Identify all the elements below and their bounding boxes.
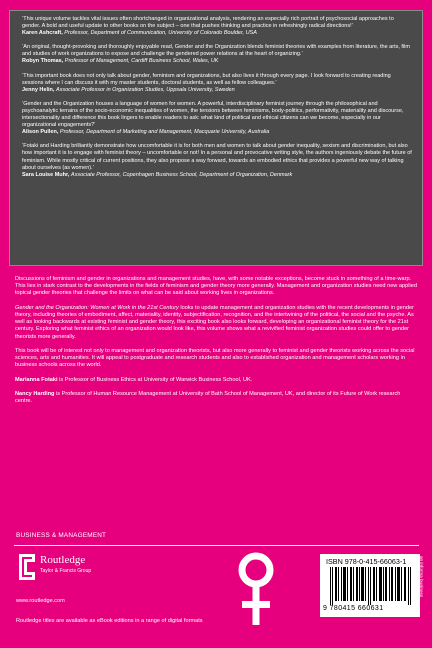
description-paragraph: This book will be of interest not only to management and organization theorists, but also more generally to feminist and gender theorists working across the social sciences, arts and humanities. It will appeal to postgraduate and research students and also to established organization and management scholars working in business schools across the world. (15, 348, 415, 369)
author-bio (15, 391, 417, 405)
barcode (320, 554, 420, 617)
subject-category: BUSINESS & MANAGEMENT (16, 532, 107, 539)
isbn-label: ISBN 978-0-415-66063-1 (326, 557, 407, 566)
book-title-italic: Gender and the Organization: Women at Work in the 21st Century (15, 304, 179, 311)
author-bio-text: is Professor of Business Ethics at University of Warwick Business School, UK. (57, 376, 253, 383)
endorsement-text: ‘This important book does not only talk about gender, feminism and organizations, but also lives it through every page. I look forward to creating reading sessions where I can discuss it with my master students, doctoral students, as well as fellow colleagues.’ (22, 72, 391, 86)
author-bio-text: is Professor of Human Resource Management at University of Bath School of Management, UK, and director of its Future of Work research centre. (15, 391, 401, 405)
author-name: Marianna Fotaki (15, 376, 58, 383)
endorser-affiliation: Professor of Management, Cardiff Business School, Wales, UK (64, 58, 219, 65)
endorsement-text: ‘An original, thought-provoking and thoroughly enjoyable read, Gender and the Organization blends feminist theories with examples from literature, the arts, film and studies of work organizations to expose and challenge the gendered power relations at the heart of organizing.’ (22, 44, 410, 58)
publisher-group: Taylor & Francis Group (40, 568, 92, 574)
endorser-name: Sara Louise Muhr, (22, 171, 70, 178)
endorsement-attribution (22, 58, 412, 65)
endorsement-attribution (22, 172, 412, 179)
endorser-affiliation: Associate Professor in Organization Studies, Uppsala University, Sweden (55, 86, 235, 93)
endorser-affiliation: Associate Professor, Copenhagen Business School, Department of Organization, Denmark (70, 171, 293, 178)
endorsement-attribution (22, 129, 412, 136)
endorsement-attribution (22, 30, 412, 37)
endorsement-text: ‘Fotaki and Harding brilliantly demonstrate how uncomfortable it is for both men and women to talk about gender inequality, sexism and discrimination, but also how important it is to engage with feminist theory – uncomfortable or not! In a personal and provocative writing style, the authors ingeniously debate the future of feminism. While mostly critical of current positions, they also propose a way forward, towards an embodied ethics that provides a powerful new way of talking about ourselves (as women).’ (22, 143, 412, 171)
endorsement (22, 16, 412, 37)
barcode-digits: 9 780415 660631 (323, 605, 384, 612)
endorsement (22, 73, 412, 94)
divider (14, 545, 419, 546)
endorsement (22, 143, 412, 178)
publisher-website: www.routledge.com (16, 598, 65, 604)
endorsement (22, 101, 412, 136)
endorsement-attribution (22, 87, 412, 94)
endorsement-text: ‘Gender and the Organization houses a language of women for women. A powerful, interdisciplinary feminist journey through the philosophical and psychoanalytic terrains of the socio-economic inequalities of women, the tensions between feminisms, body-politics, performativity, materiality and discourse, intersectionality and difference this book lingers to enable readers to ask: what kind of political and ethical citizens can we become, especially in our organizational engagements?’ (22, 100, 404, 129)
description-text: looks to update management and organization studies with the recent developments in gender theory, including theories of embodiment, affect, materiality, identity, subjectification, recognition, and the intertwining of the political, the social and the psyche. As well as looking backwards at existing feminist and gender theory, this exciting book also looks forward, developing an organizational feminist theory for the 21st century. Exploring what feminist ethics of an organization would look like, this volume shows what a revivified feminist organization studies could offer to gender theorists more generally. (15, 304, 414, 340)
endorser-affiliation: Professor, Department of Marketing and Management, Macquarie University, Australia (59, 129, 270, 136)
endorser-name: Alison Pullen, (22, 129, 59, 136)
author-bio (15, 377, 417, 384)
endorser-name: Robyn Thomas, (22, 58, 64, 65)
publisher-logo (16, 553, 136, 593)
endorser-affiliation: Professor, Department of Communication, University of Colorado Boulder, USA (64, 30, 257, 37)
routledge-logo-icon (16, 553, 38, 581)
ebook-note: Routledge titles are available as eBook editions in a range of digital formats (16, 618, 203, 624)
endorsement-text: ‘This unique volume tackles vital issues often shortchanged in organizational analysis, rendering an especially rich portrait of psychosocial approaches to gender. A bold and useful update to other books on the subject – one that pushes thinking and practice in refreshingly radical directions!’ (22, 16, 394, 30)
book-description (15, 276, 417, 413)
endorser-name: Karen Ashcraft, (22, 30, 63, 37)
endorsement (22, 44, 412, 65)
author-name: Nancy Harding (15, 391, 55, 398)
barcode-icon (330, 567, 412, 605)
female-symbol-icon (236, 551, 276, 627)
endorsements-panel (9, 10, 423, 266)
informa-tagline: an informa business (419, 556, 424, 598)
endorser-name: Jenny Helin, (22, 86, 55, 93)
description-paragraph (15, 305, 417, 341)
publisher-name: Routledge (40, 554, 86, 566)
description-paragraph: Discussions of feminism and gender in organizations and management studies, have, with some notable exceptions, become stuck in something of a time-warp. This lies in stark contrast to the developments in the fields of feminism and gender theory more generally. Management and organization studies need new applied topical gender theories that challenge the limits on what can be said about working lives in organizations. (15, 276, 417, 297)
